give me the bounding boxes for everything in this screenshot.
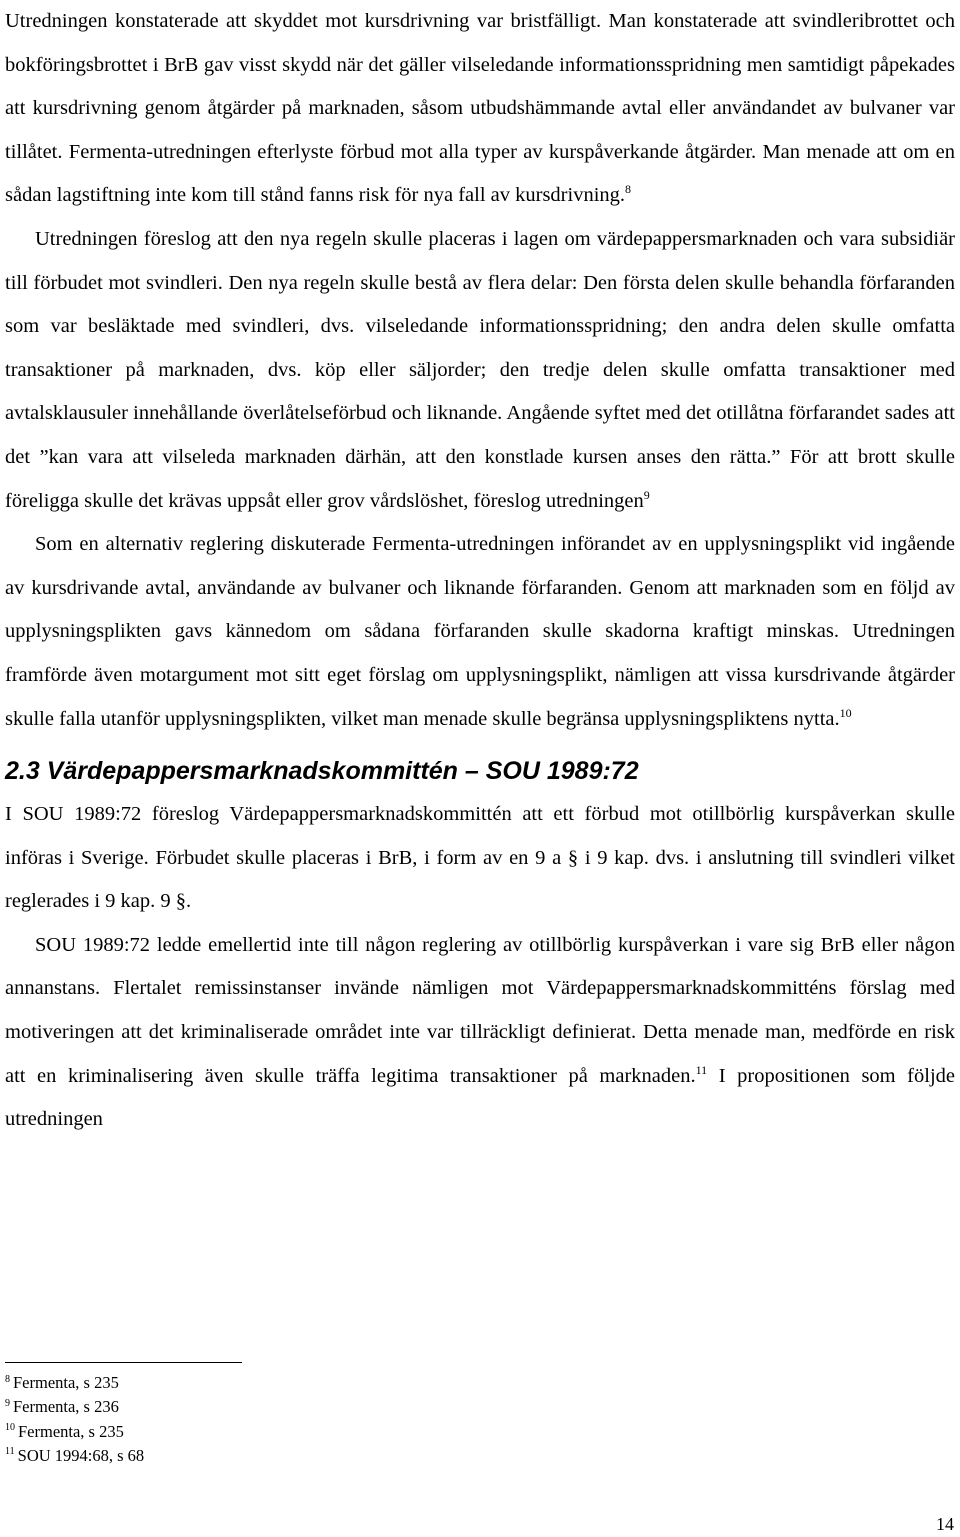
footnote-10: $^{10}$ Fermenta, s 235 [5,1421,124,1441]
paragraph-3: Som en alternativ reglering diskuterade Fermenta-utredningen införandet av en upplysningsplikt vid ingående av kursdrivande avtal, användande av bulvaner och liknande förfaranden. Genom att marknaden som en följd av upplysningsplikten gavs kännedom om sådana förfaranden skulle skadorna kraftigt minskas. Utredningen framförde även motargument mot sitt eget förslag om upplysningsplikt, nämligen att vissa kursdrivande åtgärder skulle falla utanför upplysningsplikten, vilket man menade skulle begränsa upplysningspliktens nytta.$^{10}$ [5,533,955,730]
section-heading: 2.3 Värdepappersmarknadskommittén – SOU 1989:72 [5,757,639,786]
paragraph-2: Utredningen föreslog att den nya regeln skulle placeras i lagen om värdepappersmarknaden och vara subsidiär till förbudet mot svindleri. Den nya regeln skulle bestå av flera delar: Den första delen skulle behandla förfaranden som var besläktade med svindleri, dvs. vilseledande informationsspridning; den andra delen skulle omfatta transaktioner på marknaden, dvs. köp eller säljorder; den tredje delen skulle omfatta transaktioner med avtalsklausuler innehållande överlåtelseförbud och liknande. Angående syftet med det otillåtna förfarandet sades att det ”kan vara att vilseleda marknaden därhän, att den konstlade kursen anses den rätta.” För att brott skulle föreligga skulle det krävas uppsåt eller grov vårdslöshet, föreslog utredningen$^9$ [5,227,955,512]
footnote-separator [5,1362,242,1363]
footnote-ref-8: 8 [625,182,632,197]
footnote-ref-10: 10 [839,705,852,720]
footnote-ref-11: 11 [695,1062,708,1077]
page-number: 14 [936,1514,954,1534]
footnote-11: $^{11}$ SOU 1994:68, s 68 [5,1445,145,1465]
paragraph-5: SOU 1989:72 ledde emellertid inte till någon reglering av otillbörlig kurspåverkan i vare sig BrB eller någon annanstans. Flertalet remissinstanser invände nämligen mot Värdepappersmarknadskommitténs förslag med motiveringen att det kriminaliserade området inte var tillräckligt definierat. Detta menade man, medförde en risk att en kriminalisering även skulle träffa legitima transaktioner på marknaden.$^{11}$ I propositionen som följde utredningen [5,933,955,1131]
footnote-ref-9: 9 [643,487,650,502]
footnotes [5,1371,605,1468]
footnote-8: $^8$ Fermenta, s 235 [5,1373,119,1392]
paragraph-1: Utredningen konstaterade att skyddet mot kursdrivning var bristfälligt. Man konstaterade att svindleribrottet och bokföringsbrottet i BrB gav visst skydd när det gäller vilseledande informationsspridning men samtidigt påpekades att kursdrivning genom åtgärder på marknaden, såsom utbudshämmande avtal eller användandet av bulvaner var tillåtet. Fermenta-utredningen efterlyste förbud mot alla typer av kurspåverkande åtgärder. Man menade att om en sådan lagstiftning inte kom till stånd fanns risk för nya fall av kursdrivning.$^8$ [5,10,955,207]
footnote-9: $^9$ Fermenta, s 236 [5,1397,119,1417]
document-page [5,0,955,1142]
paragraph-4: I SOU 1989:72 föreslog Värdepappersmarknadskommittén att ett förbud mot otillbörlig kurspåverkan skulle införas i Sverige. Förbudet skulle placeras i BrB, i form av en 9 a § i 9 kap. dvs. i anslutning till svindleri vilket reglerades i 9 kap. 9 §. [5,803,955,913]
